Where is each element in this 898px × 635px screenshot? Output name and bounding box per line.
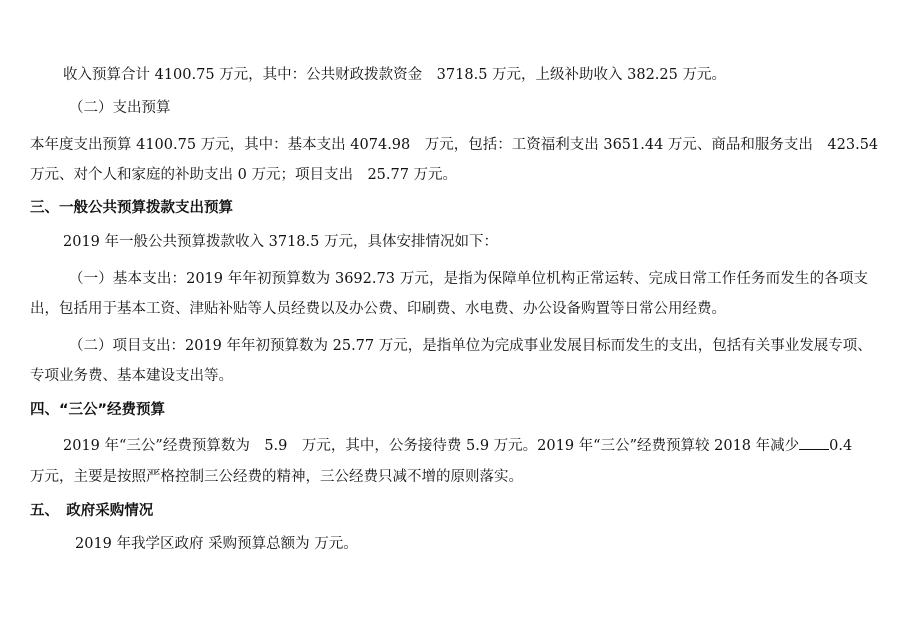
reduction-value: 0.4 [829,438,853,454]
expenditure-budget-line-2: 万元、对个人和家庭的补助支出 0 万元；项目支出 25.77 万元。 [30,167,458,183]
expenditure-budget-subtitle: （二）支出预算 [69,100,171,116]
section-heading-5: 五、 政府采购情况 [30,503,154,519]
procurement-paragraph: 2019 年我学区政府 采购预算总额为 万元。 [75,536,358,552]
basic-expenditure-line-1: （一）基本支出：2019 年年初预算数为 3692.73 万元，是指为保障单位机构正常运转、完成日常工作任务而发生的各项支 [69,271,868,287]
basic-expenditure-line-2: 出，包括用于基本工资、津贴补贴等人员经费以及办公费、印刷费、水电费、办公设备购置等日常公用经费。 [30,301,726,317]
expenditure-budget-line-1: 本年度支出预算 4100.75 万元，其中：基本支出 4074.98 万元，包括：工资福利支出 3651.44 万元、商品和服务支出 423.54 [30,137,879,153]
underline-blank [799,435,829,450]
section-heading-3: 三、一般公共预算拨款支出预算 [30,200,233,216]
project-expenditure-line-1: （二）项目支出：2019 年年初预算数为 25.77 万元，是指单位为完成事业发展目标而发生的支出，包括有关事业发展专项、 [69,338,872,354]
income-budget-paragraph: 收入预算合计 4100.75 万元，其中：公共财政拨款资金 3718.5 万元，上级补助收入 382.25 万元。 [63,67,726,83]
general-budget-paragraph: 2019 年一般公共预算拨款收入 3718.5 万元，具体安排情况如下： [63,234,498,250]
project-expenditure-line-2: 专项业务费、基本建设支出等。 [30,368,233,384]
three-public-line-2: 万元，主要是按照严格控制三公经费的精神，三公经费只减不增的原则落实。 [30,469,523,485]
three-public-line-1 [63,435,852,455]
three-public-line-1-text: 2019 年“三公”经费预算数为 5.9 万元，其中，公务接待费 5.9 万元。2019 年“三公”经费预算较 2018 年减少 [63,438,800,454]
section-heading-4: 四、“三公”经费预算 [30,402,166,418]
